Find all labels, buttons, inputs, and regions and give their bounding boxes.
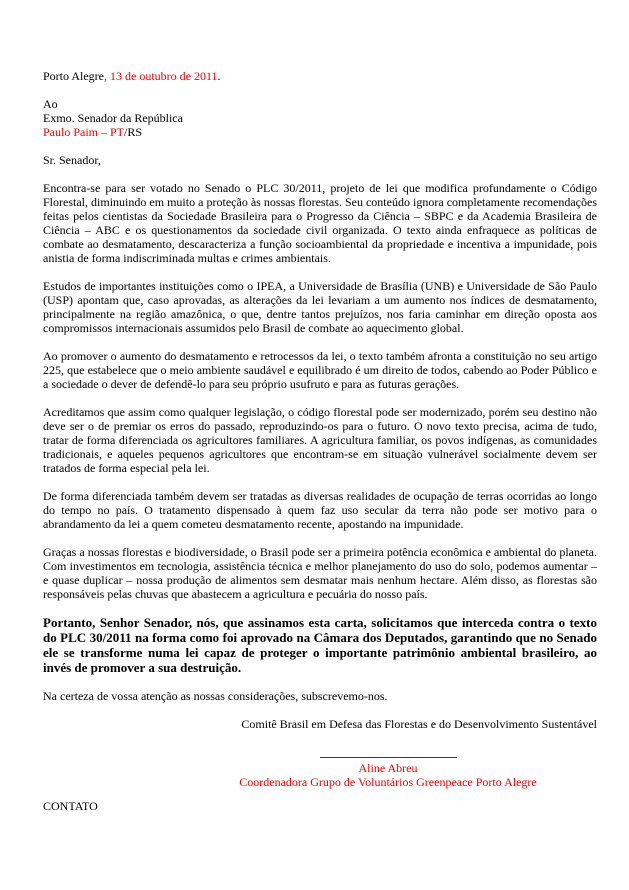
dateline-date: , 13 de outubro de 2011 <box>104 69 218 83</box>
recipient-block <box>43 97 597 139</box>
paragraph-4: Acreditamos que assim como qualquer legislação, o código florestal pode ser modernizado, porém seu destino não deve ser o de premiar os erros do passado, reproduzindo-os para o futuro. O novo texto precisa, acima de tudo, tratar de forma diferenciada os agricultores familiares. A agricultura familiar, os povos indígenas, as comunidades tradicionais, e aqueles pequenos agricultores que encontram-se em situação vulnerável socialmente devem ser tratados de forma especial pela lei. <box>43 405 597 475</box>
recipient-ao: Ao <box>43 97 58 111</box>
recipient-title: Exmo. Senador da República <box>43 111 183 125</box>
signature-name: Aline Abreu <box>358 761 418 775</box>
closing-line: Na certeza de vossa atenção as nossas considerações, subscrevemo-nos. <box>43 689 388 703</box>
appeal-paragraph: Portanto, Senhor Senador, nós, que assinamos esta carta, solicitamos que interceda contra o texto do PLC 30/2011 na forma como foi aprovado na Câmara dos Deputados, garantindo que no Senado ele se transforme numa lei capaz de proteger o importante patrimônio ambiental brasileiro, ao invés de promover a sua destruição. <box>43 615 597 675</box>
dateline-city: Porto Alegre <box>43 69 104 83</box>
paragraph-2: Estudos de importantes instituições como o IPEA, a Universidade de Brasília (UNB) e Universidade de São Paulo (USP) apontam que, caso aprovadas, as alterações da lei levariam a um aumento nos índices de desmatamento, principalmente na região amazônica, o que, dentre tantos prejuízos, nos faria caminhar em direção oposta aos compromissos internacionais assumidos pelo Brasil de combate ao aquecimento global. <box>43 279 597 335</box>
signature-title: Coordenadora Grupo de Voluntários Greenpeace Porto Alegre <box>239 775 537 789</box>
dateline <box>43 69 597 83</box>
signature-rule <box>320 757 457 758</box>
dateline-period: . <box>217 69 221 83</box>
paragraph-1: Encontra-se para ser votado no Senado o PLC 30/2011, projeto de lei que modifica profundamente o Código Florestal, diminuindo em muito a proteção às nossas florestas. Seu conteúdo ignora completamente recomendações feitas pelos cientistas da Sociedade Brasileira para o Progresso da Ciência – SBPC e da Academia Brasileira de Ciência – ABC e os questionamentos da sociedade civil organizada. O texto ainda enfraquece as políticas de combate ao desmatamento, descaracteriza a função socioambiental da propriedade e incentiva a impunidade, pois anistia de forma indiscriminada multas e crimes ambientais. <box>43 181 597 265</box>
contact-label: CONTATO <box>43 799 98 813</box>
paragraph-6: Graças a nossas florestas e biodiversidade, o Brasil pode ser a primeira potência econômica e ambiental do planeta. Com investimentos em tecnologia, assistência técnica e melhor planejamento do uso do solo, podemos aumentar – e quase duplicar – nossa produção de alimentos sem desmatar mais nenhum hectare. Além disso, as florestas são responsáveis pelas chuvas que abastecem a agricultura e pecuária do nosso país. <box>43 545 597 601</box>
paragraph-5: De forma diferenciada também devem ser tratadas as diversas realidades de ocupação de terras ocorridas ao longo do tempo no país. O tratamento dispensado à quem faz uso secular da terra não pode ser motivo para o abrandamento da lei a quem cometeu desmatamento recente, apostando na impunidade. <box>43 489 597 531</box>
recipient-name-red: Paulo Paim – PT <box>43 125 125 139</box>
committee-name: Comitê Brasil em Defesa das Florestas e do Desenvolvimento Sustentável <box>241 717 597 731</box>
salutation: Sr. Senador, <box>43 153 101 167</box>
recipient-name-black: /RS <box>124 125 143 139</box>
recipient-name <box>43 125 597 139</box>
paragraph-3: Ao promover o aumento do desmatamento e retrocessos da lei, o texto também afronta a constituição no seu artigo 225, que estabelece que o meio ambiente saudável e equilibrado é um direito de todos, cabendo ao Poder Público e a sociedade o dever de defendê-lo para seu próprio usufruto e para as futuras gerações. <box>43 349 597 391</box>
signature-block <box>218 757 558 789</box>
